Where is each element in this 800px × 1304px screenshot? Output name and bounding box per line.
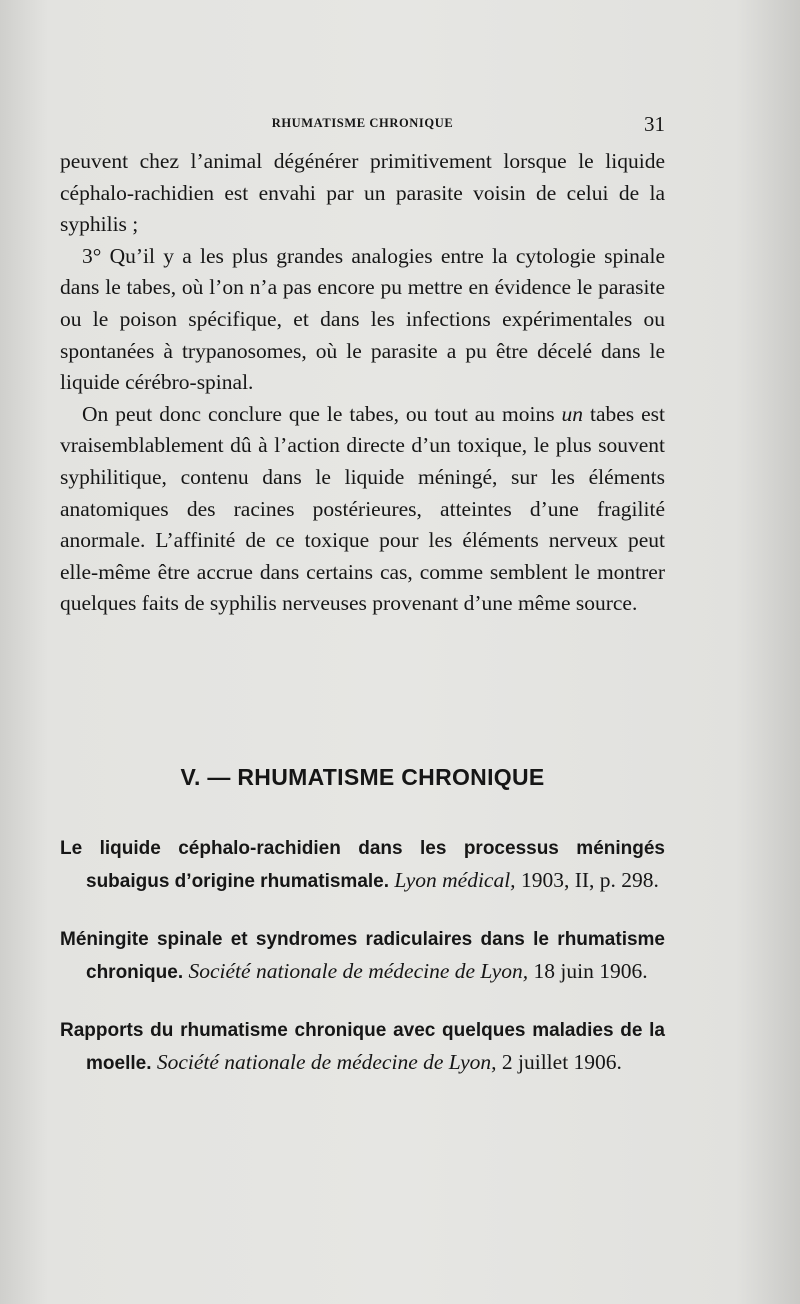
paragraph-continuation: peuvent chez l’animal dégénérer primitivement lorsque le liquide céphalo-rachidien est envahi par un parasite voisin de celui de la syphilis ; — [60, 149, 665, 237]
section-heading: V. — RHUMATISME CHRONIQUE — [180, 764, 545, 790]
bibliography-source: Société nationale de médecine de Lyon, — [156, 1049, 497, 1074]
page-number: 31 — [644, 112, 665, 136]
bibliography-title: Le liquide céphalo-rachidien dans les processus méningés subaigus d’origine rhumatismale. — [60, 838, 665, 892]
conclusion-emphasis: un — [561, 401, 584, 426]
page-header — [60, 112, 665, 140]
bibliography-list — [60, 832, 665, 1106]
bibliography-title: Rapports du rhumatisme chronique avec quelques maladies de la moelle. — [60, 1020, 665, 1074]
bibliography-entry — [60, 832, 665, 897]
conclusion-text-end: tabes est vraisemblablement dû à l’action directe d’un toxique, le plus souvent syphilitique, contenu dans le liquide méningé, sur les éléments anatomiques des racines postérieures, atteintes d’une fragilité anormale. L’affinité de ce toxique pour les éléments nerveux peut elle-même être accrue dans certains cas, comme semblent le montrer quelques faits de syphilis nerveuses provenant d’une même source. — [60, 401, 666, 616]
bibliography-source: Société nationale de médecine de Lyon, — [188, 958, 529, 983]
conclusion-text-start: On peut donc conclure que le tabes, ou tout au moins — [82, 401, 562, 426]
running-head: RHUMATISME CHRONIQUE — [271, 116, 454, 130]
bibliography-entry — [60, 923, 665, 988]
bibliography-detail: 1903, II, p. 298. — [520, 867, 659, 892]
bibliography-entry — [60, 1014, 665, 1079]
bibliography-detail: 18 juin 1906. — [533, 958, 648, 983]
paragraph-conclusion — [60, 399, 665, 620]
bibliography-detail: 2 juillet 1906. — [501, 1049, 622, 1074]
paragraph-point-3: 3° Qu’il y a les plus grandes analogies entre la cytologie spinale dans le tabes, où l’on n’a pas encore pu mettre en évidence le parasite ou le poison spécifique, et dans les infections expérimentales ou spontanées à trypanosomes, où le parasite a pu être décelé dans le liquide cérébro-spinal. — [60, 243, 665, 395]
bibliography-title: Méningite spinale et syndromes radiculaires dans le rhumatisme chronique. — [60, 929, 665, 983]
body-text — [60, 146, 665, 620]
bibliography-source: Lyon médical, — [394, 867, 516, 892]
